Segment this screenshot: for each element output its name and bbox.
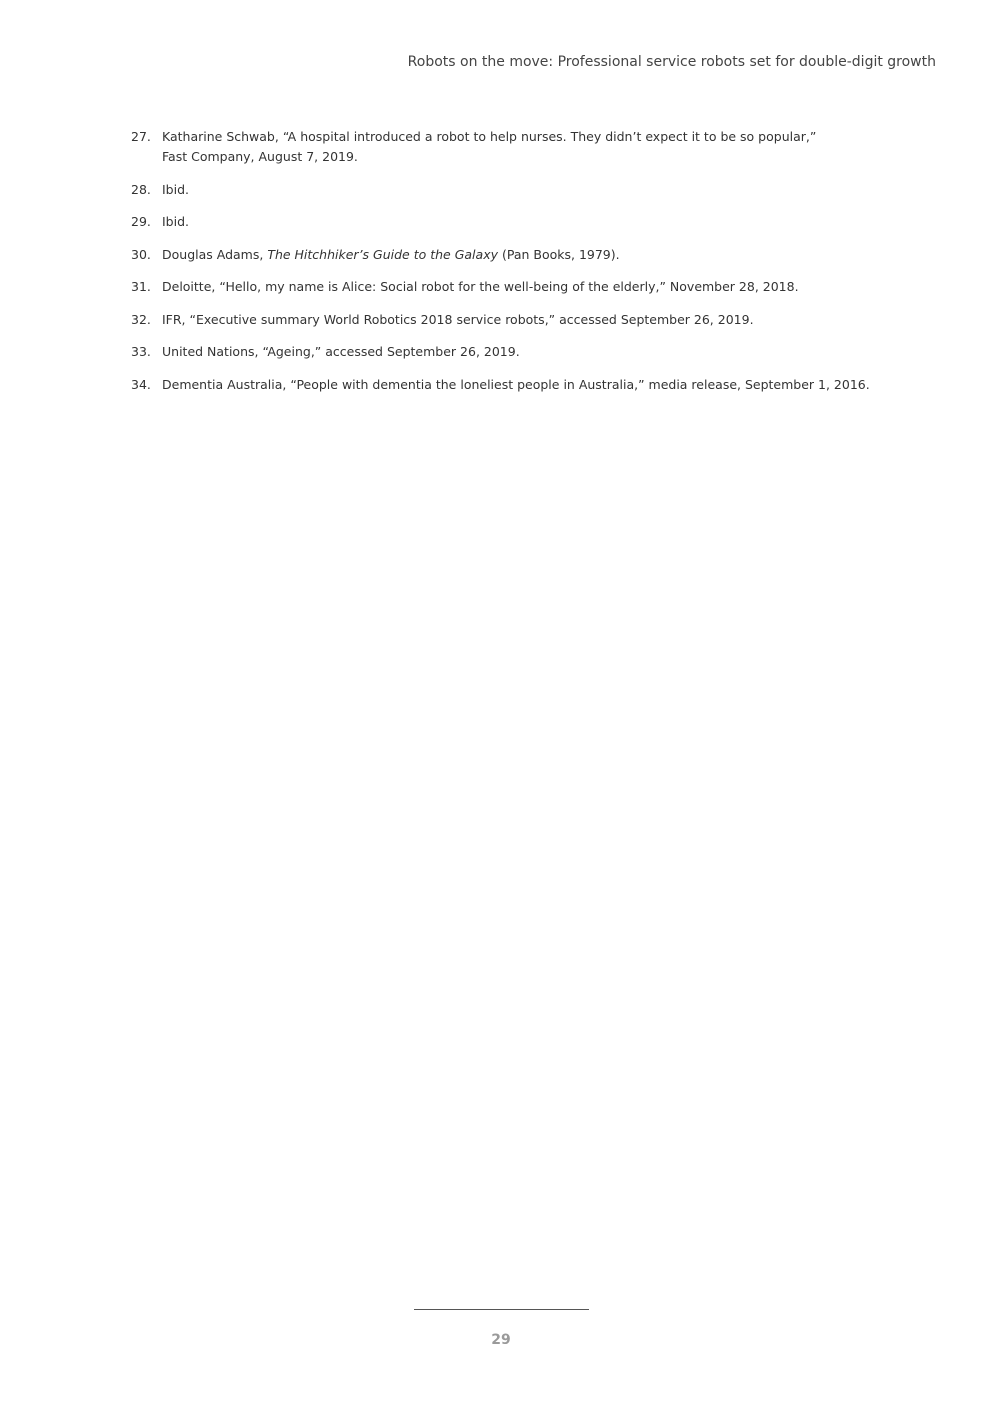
endnote-text-line-1: Katharine Schwab, “A hospital introduced a robot to help nurses. They didn’t expect it to be so popular,” (162, 129, 817, 144)
endnote-text: Ibid. (162, 214, 190, 229)
endnote-text: Dementia Australia, “People with dementia the loneliest people in Australia,” media release, September 1, 2016. (162, 376, 870, 392)
running-header-title: Robots on the move: Professional service robots set for double-digit growth (407, 54, 936, 70)
endnote-33 (131, 342, 911, 362)
endnote-text: Deloitte, “Hello, my name is Alice: Social robot for the well-being of the elderly,” November 28, 2018. (162, 279, 799, 294)
page-number: 29 (491, 1332, 511, 1348)
endnote-number: 27. (131, 129, 151, 144)
endnote-text-author: Douglas Adams, (162, 246, 268, 262)
endnote-number: 28. (131, 181, 151, 197)
endnote-27 (131, 127, 911, 167)
endnote-text: IFR, “Executive summary World Robotics 2018 service robots,” accessed September 26, 2019. (162, 311, 754, 327)
endnote-text-line-2: Fast Company, August 7, 2019. (162, 149, 358, 164)
endnotes-list (131, 127, 911, 407)
endnote-29 (131, 212, 911, 232)
endnote-text (162, 127, 911, 167)
endnote-32 (131, 310, 911, 330)
endnote-number: 34. (131, 376, 151, 392)
endnote-text-publisher: (Pan Books, 1979). (498, 246, 620, 262)
footer-divider (414, 1309, 589, 1310)
endnote-34 (131, 375, 911, 395)
endnote-text: United Nations, “Ageing,” accessed September 26, 2019. (162, 344, 520, 359)
endnote-text (162, 245, 911, 265)
endnote-number: 29. (131, 214, 151, 229)
endnote-number: 30. (131, 246, 151, 262)
endnote-28 (131, 180, 911, 200)
endnote-number: 33. (131, 344, 151, 359)
endnote-number: 32. (131, 311, 151, 327)
endnote-31 (131, 277, 911, 297)
endnote-book-title: The Hitchhiker’s Guide to the Galaxy (267, 246, 498, 262)
endnote-number: 31. (131, 279, 151, 294)
endnote-text: Ibid. (162, 181, 190, 197)
endnote-30 (131, 245, 911, 265)
